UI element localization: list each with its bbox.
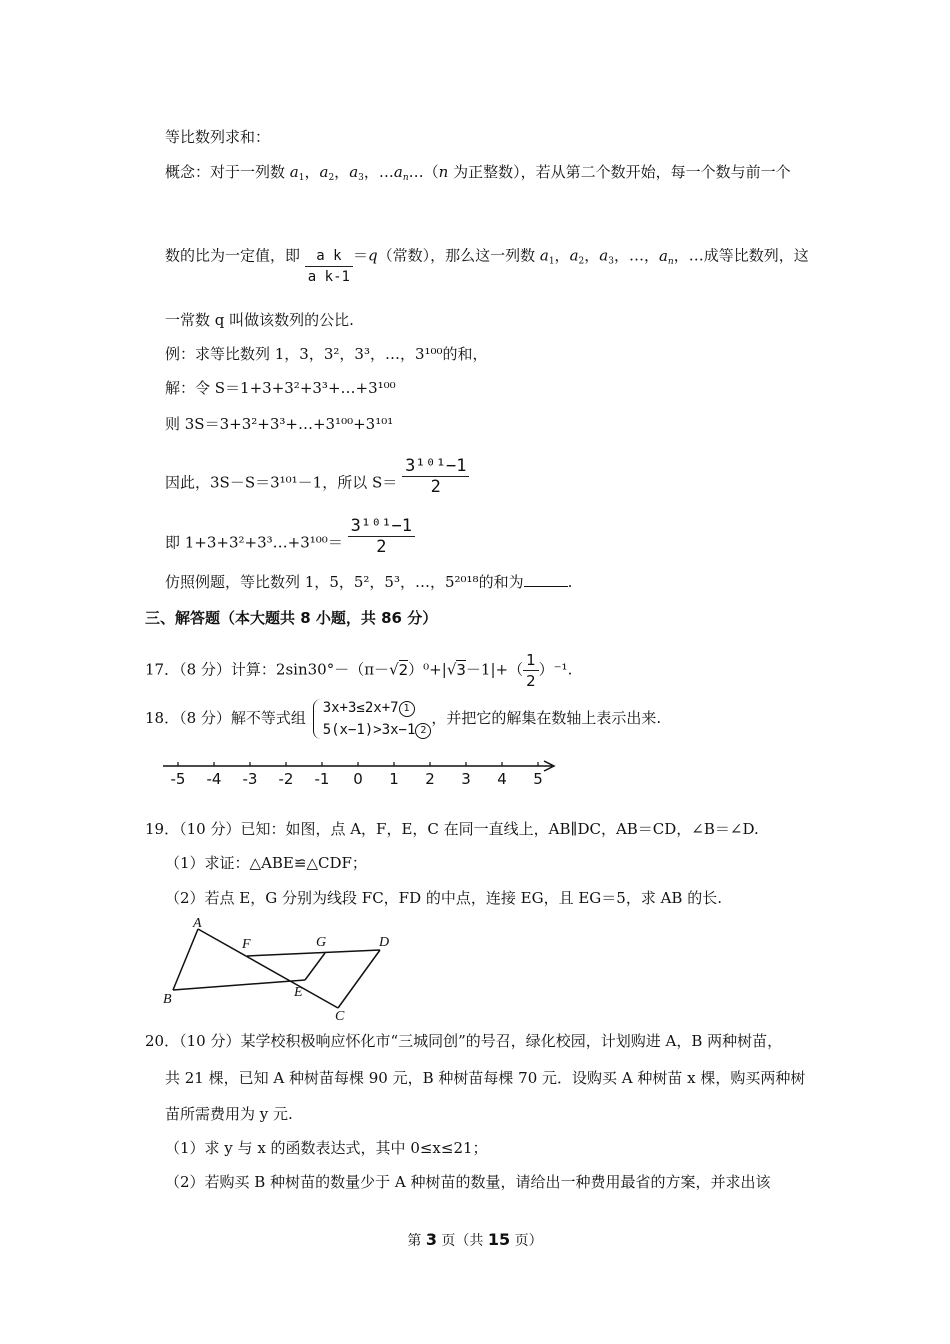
concept-n: n xyxy=(438,163,449,181)
section-3-heading: 三、解答题（本大题共 8 小题，共 86 分） xyxy=(145,609,438,627)
q20-part-1: （1）求 y 与 x 的函数表达式，其中 0≤x≤21； xyxy=(165,1139,488,1157)
question-20 xyxy=(145,1031,782,1051)
example-step-4 xyxy=(165,516,415,564)
s-fraction-2-denominator: 2 xyxy=(376,537,387,557)
geometry-figure xyxy=(160,915,400,1020)
sqrt-2: √2 xyxy=(389,660,409,679)
inequality-2-mark: 2 xyxy=(415,723,431,739)
point-f: F xyxy=(242,937,251,952)
concept-line-2-d: ，…成等比数列，这 xyxy=(673,246,809,265)
segment-fd xyxy=(247,950,380,956)
footer-pre: 第 xyxy=(407,1233,426,1249)
q20-line-1: （10 分）某学校积极响应怀化市“三城同创”的号召，绿化校园，计划购进 A，B 两种树苗， xyxy=(179,1032,783,1050)
number-line-label: -4 xyxy=(206,770,222,788)
example-step-3 xyxy=(165,456,469,504)
question-18 xyxy=(145,697,661,741)
q18-text-a: （8 分）解不等式组 xyxy=(179,709,306,727)
answer-blank[interactable] xyxy=(524,572,568,587)
concept-line-2-c: （常数），那么这一列数 xyxy=(377,246,540,265)
concept-line-1-a: 概念：对于一列数 xyxy=(165,163,290,181)
s-fraction-2 xyxy=(348,516,415,557)
inequality-system xyxy=(311,697,432,741)
inequality-1-text: 3x+3≤2x+7 xyxy=(322,700,399,716)
q19-number: 19． xyxy=(145,820,180,838)
ratio-fraction xyxy=(305,246,353,287)
example-question-text: 仿照例题，等比数列 1，5，5²，5³，…，5²⁰¹⁸的和为 xyxy=(165,573,524,591)
segment-be xyxy=(173,980,305,990)
number-line-label: -1 xyxy=(314,770,330,788)
concept-line-2-b: ＝ xyxy=(352,246,368,265)
segment-eg xyxy=(305,953,325,980)
footer-mid: 页（共 xyxy=(436,1233,488,1249)
footer-post: 页） xyxy=(510,1233,543,1249)
s-fraction-2-numerator: 3¹⁰¹−1 xyxy=(348,516,415,537)
ratio-denominator: a k-1 xyxy=(307,269,350,285)
q18-number: 18． xyxy=(145,709,180,727)
q18-text-b: ，并把它的解集在数轴上表示出来. xyxy=(431,709,662,727)
footer-page-number: 3 xyxy=(425,1230,437,1249)
number-line-label: 4 xyxy=(497,770,507,788)
point-d: D xyxy=(379,935,390,950)
segment-ab xyxy=(173,929,198,990)
half-fraction xyxy=(523,650,539,691)
sqrt-3: √3 xyxy=(446,660,466,679)
number-line-label: -2 xyxy=(278,770,294,788)
inequality-1-mark: 1 xyxy=(399,701,415,717)
geo-sum-title: 等比数列求和： xyxy=(165,128,271,146)
number-line-label: 1 xyxy=(389,770,399,788)
footer-total-pages: 15 xyxy=(487,1230,511,1249)
s-fraction-1-denominator: 2 xyxy=(430,477,441,497)
point-b: B xyxy=(163,992,172,1007)
q20-number: 20． xyxy=(145,1032,180,1050)
q19-part-1: （1）求证：△ABE≌△CDF； xyxy=(165,854,367,872)
concept-line-3: 一常数 q 叫做该数列的公比. xyxy=(165,311,354,329)
ratio-numerator: a k xyxy=(305,246,353,267)
number-line xyxy=(160,752,560,792)
page-footer xyxy=(0,1230,950,1250)
q20-line-3: 苗所需费用为 y 元. xyxy=(165,1105,293,1123)
example-question xyxy=(165,572,572,592)
number-line-label: -3 xyxy=(242,770,258,788)
number-line-label: -5 xyxy=(170,770,186,788)
point-a: A xyxy=(193,916,202,931)
point-e: E xyxy=(294,985,303,1000)
point-g: G xyxy=(316,935,327,950)
inequality-1 xyxy=(323,697,432,719)
segment-cd xyxy=(338,950,380,1008)
concept-line-1: 概念：对于一列数 $a_1$，$a_2$，$a_3$，$\dots a_n\dots(n$ 为正整数），若从第二个数开始，每一个数与前一个 xyxy=(165,163,791,183)
q17-text-a: （8 分）计算：2sin30°－（π－ xyxy=(179,660,390,679)
q19-text: （10 分）已知：如图，点 A，F，E，C 在同一直线上，AB∥DC，AB＝CD，∠B＝∠D. xyxy=(179,820,759,838)
point-c: C xyxy=(335,1009,345,1020)
q17-text-c: －1|+（ xyxy=(465,660,524,679)
half-numerator: 1 xyxy=(523,650,539,671)
example-intro: 例：求等比数列 1，3，3²，3³，…，3¹⁰⁰的和， xyxy=(165,345,488,363)
q17-text-d: ）⁻¹. xyxy=(538,660,573,679)
s-fraction-1-numerator: 3¹⁰¹−1 xyxy=(402,456,469,477)
q20-line-2: 共 21 棵，已知 A 种树苗每棵 90 元，B 种树苗每棵 70 元．设购买 A 种树苗 x 棵，购买两种树 xyxy=(165,1069,806,1087)
number-line-label: 3 xyxy=(461,770,471,788)
inequality-2 xyxy=(323,719,432,741)
q17-number: 17． xyxy=(145,660,180,679)
concept-line-1-b: （ xyxy=(423,163,439,181)
example-step-3-text: 因此，3S－S＝3¹⁰¹－1，所以 S＝ xyxy=(165,473,398,492)
number-line-label: 5 xyxy=(533,770,543,788)
concept-q: q xyxy=(367,246,378,265)
half-denominator: 2 xyxy=(526,672,536,690)
inequality-2-text: 5(x−1)>3x−1 xyxy=(322,722,416,738)
example-step-2: 则 3S＝3+3²+3³+…+3¹⁰⁰+3¹⁰¹ xyxy=(165,415,394,433)
example-step-4-text: 即 1+3+3²+3³…+3¹⁰⁰＝ xyxy=(165,533,343,552)
concept-line-2-a: 数的比为一定值，即 xyxy=(165,246,301,265)
example-step-1: 解：令 S＝1+3+3²+3³+…+3¹⁰⁰ xyxy=(165,379,396,397)
number-line-label: 2 xyxy=(425,770,435,788)
s-fraction-1 xyxy=(402,456,469,497)
number-line-label: 0 xyxy=(353,770,363,788)
q17-text-b: ）⁰+| xyxy=(408,660,447,679)
q19-part-2: （2）若点 E，G 分别为线段 FC，FD 的中点，连接 EG，且 EG＝5，求 AB 的长. xyxy=(165,889,722,907)
q20-part-2: （2）若购买 B 种树苗的数量少于 A 种树苗的数量，请给出一种费用最省的方案，并求出该 xyxy=(165,1173,771,1191)
example-question-end: . xyxy=(567,573,573,591)
concept-line-1-c: 为正整数），若从第二个数开始，每一个数与前一个 xyxy=(448,163,791,181)
question-17 xyxy=(145,650,572,691)
concept-line-2: 数的比为一定值，即 $\frac{\text{a k}}{\text{a k-1}}$ ＝q（常数），那么这一列数 $a_1$，$a_2$，$a_3$，…，$a_n$，…成等比数列，这 xyxy=(165,246,809,285)
question-19 xyxy=(145,819,759,839)
